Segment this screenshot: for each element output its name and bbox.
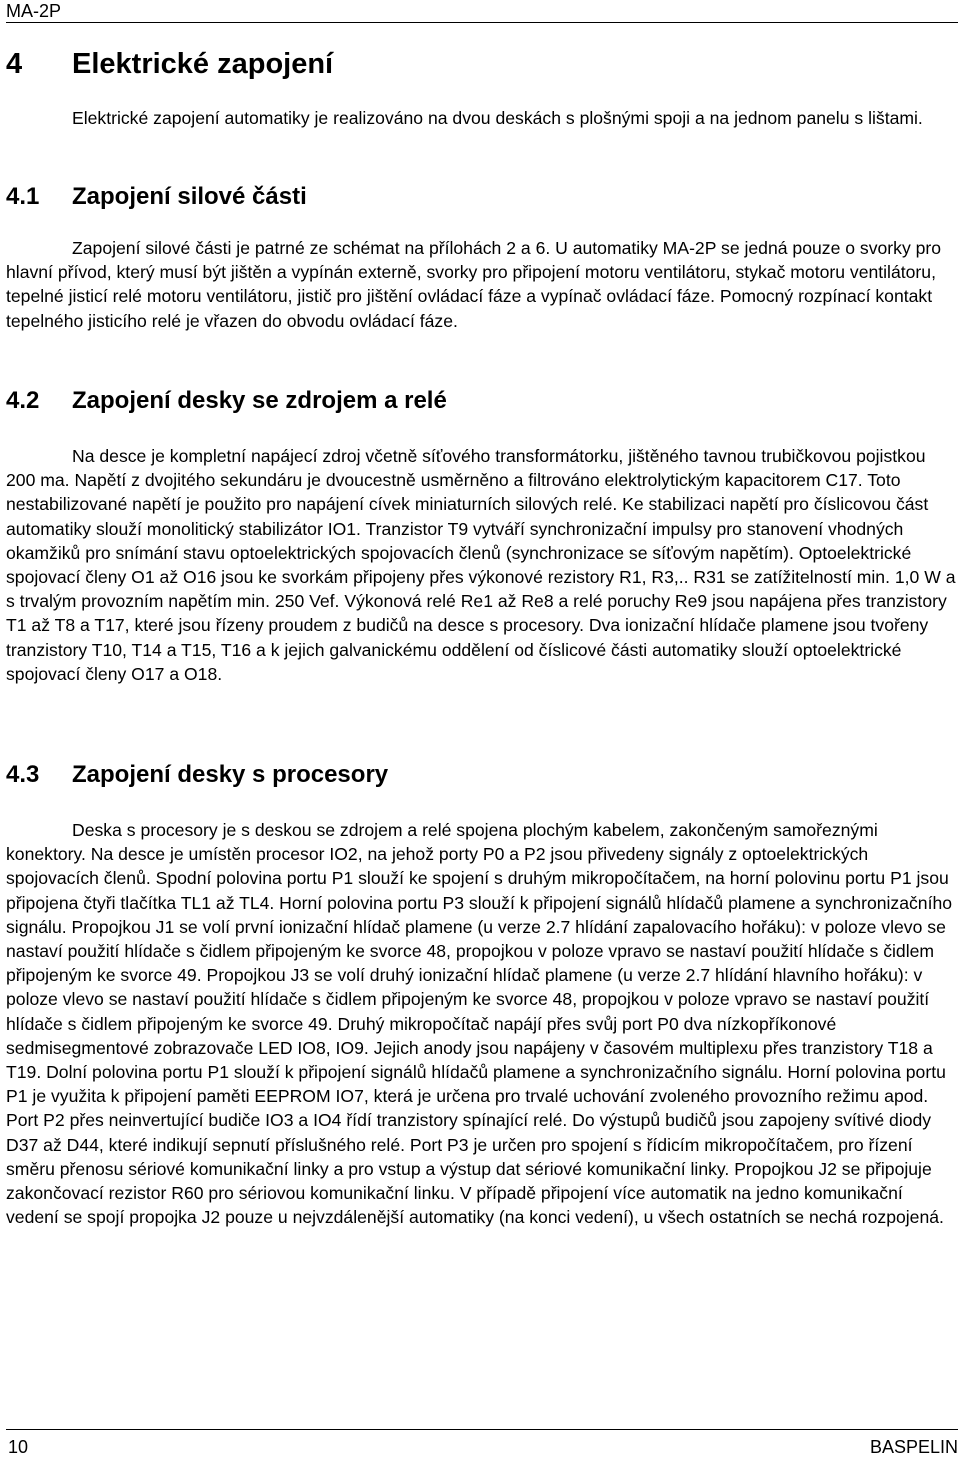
section-4-2-number: 4.2 [6,387,40,414]
section-4-3-paragraph: Deska s procesory je s deskou se zdrojem a relé spojena plochým kabelem, zakončeným samořeznými konektory. Na desce je umístěn procesor IO2, na jehož porty P0 a P2 jsou přivedeny signály z optoelektrických spojovacích členů. Spodní polovina portu P1 slouží ke spojení s druhým mikropočítačem, na horní polovinu portu P1 jsou připojena čtyři tlačítka TL1 až TL4. Horní polovina portu P3 slouží k připojení signálů hlídačů plamene a synchronizačního signálu. Propojkou J1 se volí první ionizační hlídač plamene (u verze 2.7 hlídání zapalovacího hořáku): v poloze vlevo se nastaví použití hlídače s čidlem připojeným ke svorce 48, propojkou v poloze vpravo se nastaví použití hlídače s čidlem připojeným ke svorce 49. Propojkou J3 se volí druhý ionizační hlídač plamene (u verze 2.7 hlídání hlavního hořáku): v poloze vlevo se nastaví použití hlídače s čidlem připojeným ke svorce 48, propojkou v poloze vpravo se nastaví použití hlídače s čidlem připojeným ke svorce 49. Druhý mikropočítač napájí přes svůj port P0 dva nízkopříkonové sedmisegmentové zobrazovače LED IO8, IO9. Jejich anody jsou napájeny v časovém multiplexu přes tranzistory T18 a T19. Dolní polovina portu P1 slouží k připojení signálů hlídačů plamene a synchronizačního signálu. Horní polovina portu P1 je využita k připojení paměti EEPROM IO7, která je určena pro trvalé uchování zvoleného provozního režimu apod. Port P2 přes neinvertující budiče IO3 a IO4 řídí tranzistory spínající relé. Do výstupů budičů jsou zapojeny svítivé diody D37 až D44, které indikují sepnutí příslušného relé. Port P3 je určen pro spojení s řídicím mikropočítačem, pro řízení směru přenosu sériové komunikační linky a pro vstup a výstup dat sériové komunikační linky. Propojkou J2 se připojuje zakončovací rezistor R60 pro sériovou komunikační linku. V případě připojení více automatik na jedno komunikační vedení se spojí propojka J2 pouze u nejvzdálenější automatiky (na konci vedení), u všech ostatních se nechá rozpojená. [6,820,953,1228]
section-4-3-heading [6,760,388,790]
running-header: MA-2P [6,1,62,21]
section-4-number: 4 [6,48,23,80]
section-4-1-paragraph: Zapojení silové části je patrné ze schémat na přílohách 2 a 6. U automatiky MA-2P se jedná pouze o svorky pro hlavní přívod, který musí být jištěn a vypínán externě, svorky pro připojení motoru ventilátoru, stykač motoru ventilátoru, tepelné jisticí relé motoru ventilátoru, jistič pro jištění ovládací fáze a vypínač ovládací fáze. Pomocný rozpínací kontakt tepelného jisticího relé je vřazen do obvodu ovládací fáze. [6,238,942,331]
section-4-heading [6,46,333,82]
section-4-2-heading [6,386,447,416]
section-4-2-paragraph: Na desce je kompletní napájecí zdroj včetně síťového transformátorku, jištěného tavnou trubičkovou pojistkou 200 ma. Napětí z dvojitého sekundáru je dvoucestně usměrněno a filtrováno elektrolytickým kapacitorem C17. Toto nestabilizované napětí je použito pro napájení cívek miniaturních silových relé. Ke stabilizaci napětí pro číslicovou část automatiky slouží monolitický stabilizátor IO1. Tranzistor T9 vytváří synchronizační impulsy pro stanovení vhodných okamžiků pro snímání stavu optoelektrických spojovacích členů (synchronizace se síťovým napětím). Optoelektrické spojovací členy O1 až O16 jsou ke svorkám připojeny přes výkonové rezistory R1, R3,.. R31 se zatížitelností min. 1,0 W a s trvalým provozním napětím min. 250 Vef. Výkonová relé Re1 až Re8 a relé poruchy Re9 jsou napájena přes tranzistory T1 až T8 a T17, které jsou řízeny proudem z budičů na desce s procesory. Dva ionizační hlídače plamene jsou tvořeny tranzistory T10, T14 a T15, T16 a k jejich galvanickému oddělení od číslicové části automatiky slouží optoelektrické spojovací členy O17 a O18. [6,446,956,684]
footer-divider [6,1429,958,1430]
footer-brand: BASPELIN [869,1437,958,1457]
header-divider [6,22,958,23]
section-4-title: Elektrické zapojení [72,48,334,80]
section-4-3-title: Zapojení desky s procesory [72,761,389,788]
section-4-2-title: Zapojení desky se zdrojem a relé [72,387,447,414]
section-4-1-heading [6,182,307,212]
section-4-3-number: 4.3 [6,761,40,788]
section-4-1-number: 4.1 [6,183,40,210]
section-4-paragraph: Elektrické zapojení automatiky je realizováno na dvou deskách s plošnými spoji a na jednom panelu s lištami. [72,108,923,128]
section-4-1-title: Zapojení silové části [72,183,307,210]
page-number: 10 [8,1437,29,1457]
